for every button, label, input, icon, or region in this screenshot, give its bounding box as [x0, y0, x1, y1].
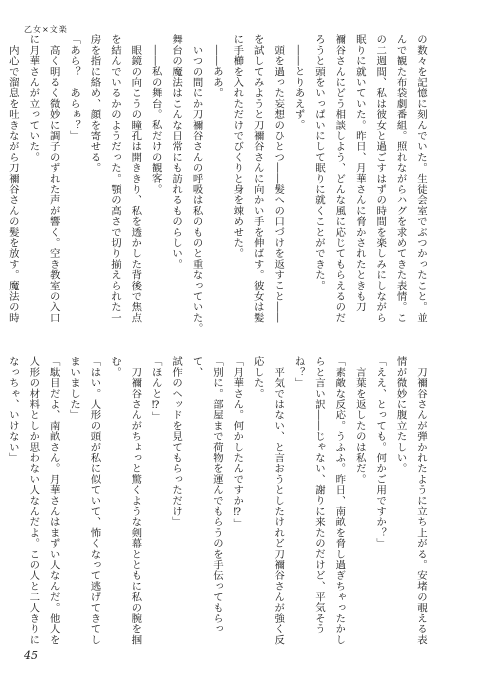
text-line: 情が微妙に腹立たしい。 — [394, 356, 407, 474]
text-line: に手櫛を入れただけでびくりと身を竦めせた。 — [231, 34, 244, 259]
text-line: 刀禰谷さんが弾かれたように立ち上がる。安堵の覗える表 — [415, 356, 427, 645]
text-line: ――私の舞台。私だけの観客。 — [149, 34, 162, 195]
text-line: らと言い訳――じゃない、謝りに来たのだけど、平気そう — [312, 356, 325, 635]
text-line: に月華さんが立っていた。 — [27, 34, 40, 163]
text-line: いつの間にか刀禰谷さんの呼吸は私のものと重なっていた。 — [190, 34, 203, 334]
text-line: 試作のヘッドを見てもらっただけ」 — [170, 356, 183, 528]
text-line: 「駄目だよ、南畝さん。月華さんはまずい人なんだ。他人を — [47, 356, 60, 645]
text-line: 平気ではない、と言おうとしたけれど刀禰谷さんが強く反 — [272, 356, 285, 645]
text-line: ――ああ。 — [210, 34, 223, 99]
text-line: ろうと頭をいっぱいにして眠りに就くことができた。 — [312, 34, 325, 291]
text-line: 「素敵な反応。うふふ。昨日、南畝を脅し過ぎちゃったかし — [333, 356, 346, 645]
text-line: 頭を過った妄想のひとつ――髪への口づけを返すこと―― — [272, 34, 285, 323]
text-line: 言葉を返したのは私だ。 — [353, 356, 366, 485]
text-line: 刀禰谷さんがちょっと驚くような剣幕とともに私の腕を掴 — [129, 356, 142, 645]
text-line: 「別に。部屋まで荷物を運んでもらうのを手伝ってもらって、 — [190, 356, 223, 635]
text-line: んで観た布袋劇番組。照れながらハグを求めてきた表情。こ — [394, 34, 407, 323]
text-line: なっちゃ、いけない」 — [6, 356, 19, 463]
text-line: ――とりあえず。 — [292, 34, 305, 131]
text-line: 舞台の魔法はこんな日常にも訪れるものらしい。 — [170, 34, 183, 270]
text-line: 高く明るく微妙に調子のずれた声が響く。空き教室の入口 — [47, 34, 60, 323]
text-line: 「月華さん。何かしたんですか⁉」 — [231, 356, 244, 529]
text-line: の数々を記憶に刻んでいた。生徒会室でぶつかったこと。並 — [415, 34, 427, 323]
text-line: の二週間、私は彼女と過ごすはずの時間を楽しみにしながら — [374, 34, 387, 323]
lower-text-block — [6, 356, 431, 648]
text-line: 眼鏡の向こうの瞳孔は開ききり、私を透かした背後で焦点 — [129, 34, 142, 323]
text-line: ね？」 — [292, 356, 305, 389]
page-number: 45 — [24, 649, 38, 662]
text-line: 房を指に絡め、顔を寄せる。 — [88, 34, 101, 174]
text-line: を試してみようと刀禰谷さんに向かい手を伸ばす。彼女は髪 — [251, 34, 264, 323]
text-line: 「あら？ あらぁ？」 — [68, 34, 81, 141]
running-header: 乙女×文楽 — [24, 25, 68, 34]
upper-text-block — [6, 34, 431, 346]
text-line: 「ほんと⁉」 — [149, 356, 162, 422]
text-line: 人形の材料としか思わない人なんだよ。この人と二人きりに — [27, 356, 40, 645]
text-line: む。 — [108, 356, 121, 378]
text-line: 「はい。人形の頭が私に似ていて、怖くなって逃げてきてし — [88, 356, 101, 645]
text-line: 禰谷さんにどう相談しよう、どんな風に応じてもらえるのだ — [333, 34, 346, 323]
text-line: を結んでいるかのようだった。顎の高さで切り揃えられた一 — [108, 34, 121, 323]
text-line: 「ええ、とっても。何かご用ですか？」 — [374, 356, 387, 549]
text-line: まいました」 — [68, 356, 81, 421]
text-line: 内心で溜息を吐きながら刀禰谷さんの髪を放す。魔法の時 — [6, 34, 19, 323]
text-line: 眠りに就いていた。昨日、月華さんに脅かされたときも刀 — [353, 34, 366, 313]
text-line: 応した。 — [251, 356, 264, 399]
